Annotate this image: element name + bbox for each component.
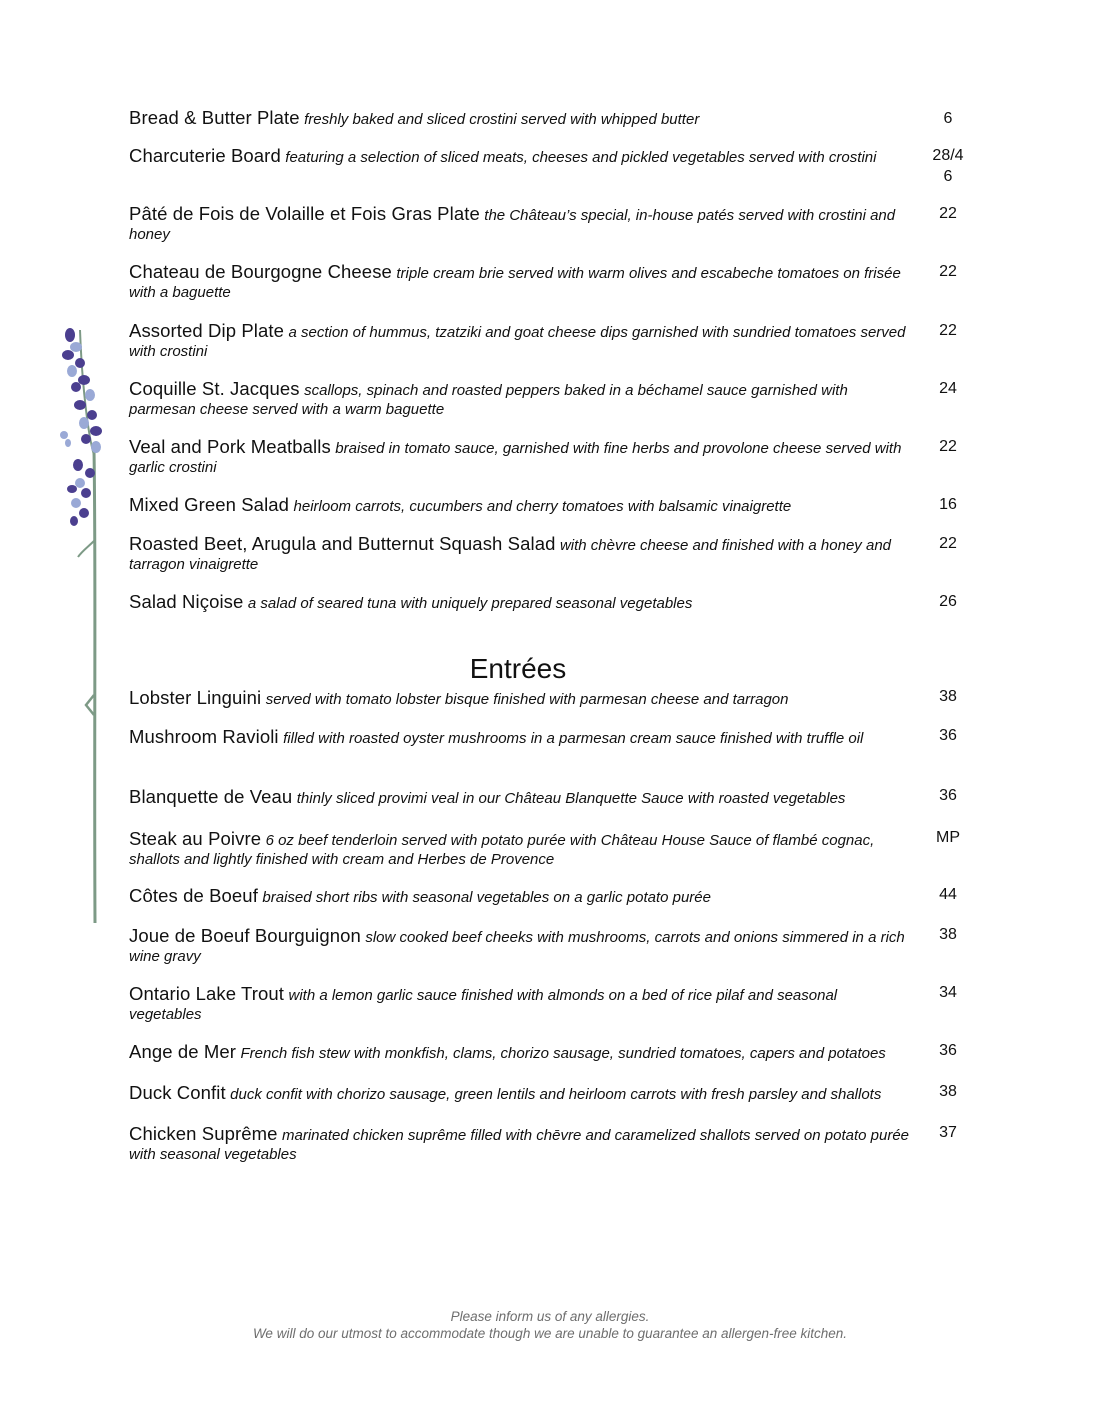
item-name: Mushroom Ravioli	[129, 726, 279, 747]
item-name: Pâté de Fois de Volaille et Fois Gras Plate	[129, 203, 480, 224]
menu-item	[129, 829, 909, 869]
item-name: Joue de Boeuf Bourguignon	[129, 925, 361, 946]
menu-item	[129, 926, 909, 966]
allergy-notice-line2: We will do our utmost to accommodate though we are unable to guarantee an allergen-free kitchen.	[252, 1326, 848, 1341]
menu-item	[129, 727, 909, 748]
menu-item	[129, 787, 909, 808]
item-name: Côtes de Boeuf	[129, 885, 258, 906]
menu-item	[129, 688, 909, 709]
item-price: 38	[939, 926, 957, 943]
item-description: braised short ribs with seasonal vegetables on a garlic potato purée	[262, 889, 711, 906]
item-name: Salad Niçoise	[129, 591, 244, 612]
menu-item	[129, 1083, 909, 1104]
item-description: braised in tomato sauce, garnished with fine herbs and provolone cheese served with garlic crostini	[129, 440, 902, 476]
allergy-notice-line1: Please inform us of any allergies.	[450, 1309, 650, 1324]
menu-item	[129, 146, 909, 167]
item-name: Ange de Mer	[129, 1041, 237, 1062]
menu-item	[129, 1042, 909, 1063]
item-name: Duck Confit	[129, 1082, 226, 1103]
item-price: 26	[939, 593, 957, 610]
item-description: 6 oz beef tenderloin served with potato purée with Château House Sauce of flambé cognac, shallots and lightly finished with cream and Herbes de Provence	[129, 832, 875, 868]
item-price: 22	[939, 205, 957, 222]
item-description: scallops, spinach and roasted peppers baked in a béchamel sauce garnished with parmesan cheese served with a warm baguette	[129, 382, 848, 418]
item-name: Chateau de Bourgogne Cheese	[129, 261, 392, 282]
item-description: slow cooked beef cheeks with mushrooms, carrots and onions simmered in a rich wine gravy	[129, 929, 905, 965]
item-description: thinly sliced provimi veal in our Château Blanquette Sauce with roasted vegetables	[296, 790, 846, 807]
item-price: 24	[939, 380, 957, 397]
item-description-tail: with a baguette	[129, 284, 231, 301]
item-description: French fish stew with monkfish, clams, chorizo sausage, sundried tomatoes, capers and potatoes	[240, 1045, 886, 1062]
menu-item	[129, 204, 909, 244]
item-description: triple cream brie served with warm olives and escabeche tomatoes on frisée	[396, 265, 901, 282]
item-name: Steak au Poivre	[129, 828, 262, 849]
item-price: 34	[939, 984, 957, 1001]
item-description: with a lemon garlic sauce finished with almonds on a bed of rice pilaf and seasonal vegetables	[129, 987, 838, 1023]
menu-item	[129, 437, 909, 477]
item-price: 22	[939, 438, 957, 455]
allergy-notice	[0, 1308, 1100, 1342]
menu-item	[129, 534, 909, 574]
item-price: 22	[939, 322, 957, 339]
item-description: the Château’s special, in-house patés served with crostini and honey	[129, 207, 896, 243]
item-price: 28/46	[932, 147, 964, 185]
menu-item	[129, 495, 909, 516]
item-price: 6	[943, 110, 953, 127]
item-price: 16	[939, 496, 957, 513]
item-name: Coquille St. Jacques	[129, 378, 300, 399]
item-description: with chèvre cheese and finished with a honey and tarragon vinaigrette	[129, 537, 892, 573]
item-price: 36	[939, 787, 957, 804]
item-price: 36	[939, 1042, 957, 1059]
item-description: filled with roasted oyster mushrooms in a parmesan cream sauce finished with truffle oil	[283, 730, 864, 747]
item-description: marinated chicken suprême filled with chēvre and caramelized shallots served on potato purée with seasonal vegetables	[129, 1127, 910, 1163]
item-name: Chicken Suprême	[129, 1123, 278, 1144]
item-description: freshly baked and sliced crostini served with whipped butter	[304, 111, 700, 128]
item-name: Bread & Butter Plate	[129, 107, 300, 128]
item-price: MP	[936, 829, 960, 846]
menu-item	[129, 592, 909, 613]
item-price: 22	[939, 263, 957, 280]
item-description: featuring a selection of sliced meats, cheeses and pickled vegetables served with crostini	[285, 149, 877, 166]
item-price: 22	[939, 535, 957, 552]
item-name: Ontario Lake Trout	[129, 983, 285, 1004]
item-name: Veal and Pork Meatballs	[129, 436, 331, 457]
item-price: 36	[939, 727, 957, 744]
item-name: Mixed Green Salad	[129, 494, 290, 515]
lavender-sprig-illustration	[50, 325, 120, 925]
item-name: Assorted Dip Plate	[129, 320, 285, 341]
item-description: a salad of seared tuna with uniquely prepared seasonal vegetables	[247, 595, 693, 612]
menu-item	[129, 108, 909, 129]
menu-item	[129, 262, 909, 302]
item-description: duck confit with chorizo sausage, green lentils and heirloom carrots with fresh parsley and shallots	[230, 1086, 882, 1103]
item-price: 37	[939, 1124, 957, 1141]
item-name: Lobster Linguini	[129, 687, 262, 708]
item-description: served with tomato lobster bisque finished with parmesan cheese and tarragon	[265, 691, 789, 708]
item-price: 38	[939, 1083, 957, 1100]
item-name: Roasted Beet, Arugula and Butternut Squash Salad	[129, 533, 556, 554]
menu-item	[129, 321, 909, 361]
menu-item	[129, 379, 909, 419]
item-description: a section of hummus, tzatziki and goat cheese dips garnished with sundried tomatoes served with crostini	[129, 324, 906, 360]
menu-item	[129, 984, 909, 1024]
item-name: Charcuterie Board	[129, 145, 281, 166]
item-name: Blanquette de Veau	[129, 786, 293, 807]
menu-item	[129, 886, 909, 907]
item-price: 38	[939, 688, 957, 705]
menu-item	[129, 1124, 909, 1164]
item-description: heirloom carrots, cucumbers and cherry tomatoes with balsamic vinaigrette	[293, 498, 792, 515]
item-price: 44	[939, 886, 957, 903]
entrees-heading: Entrées	[469, 653, 567, 684]
